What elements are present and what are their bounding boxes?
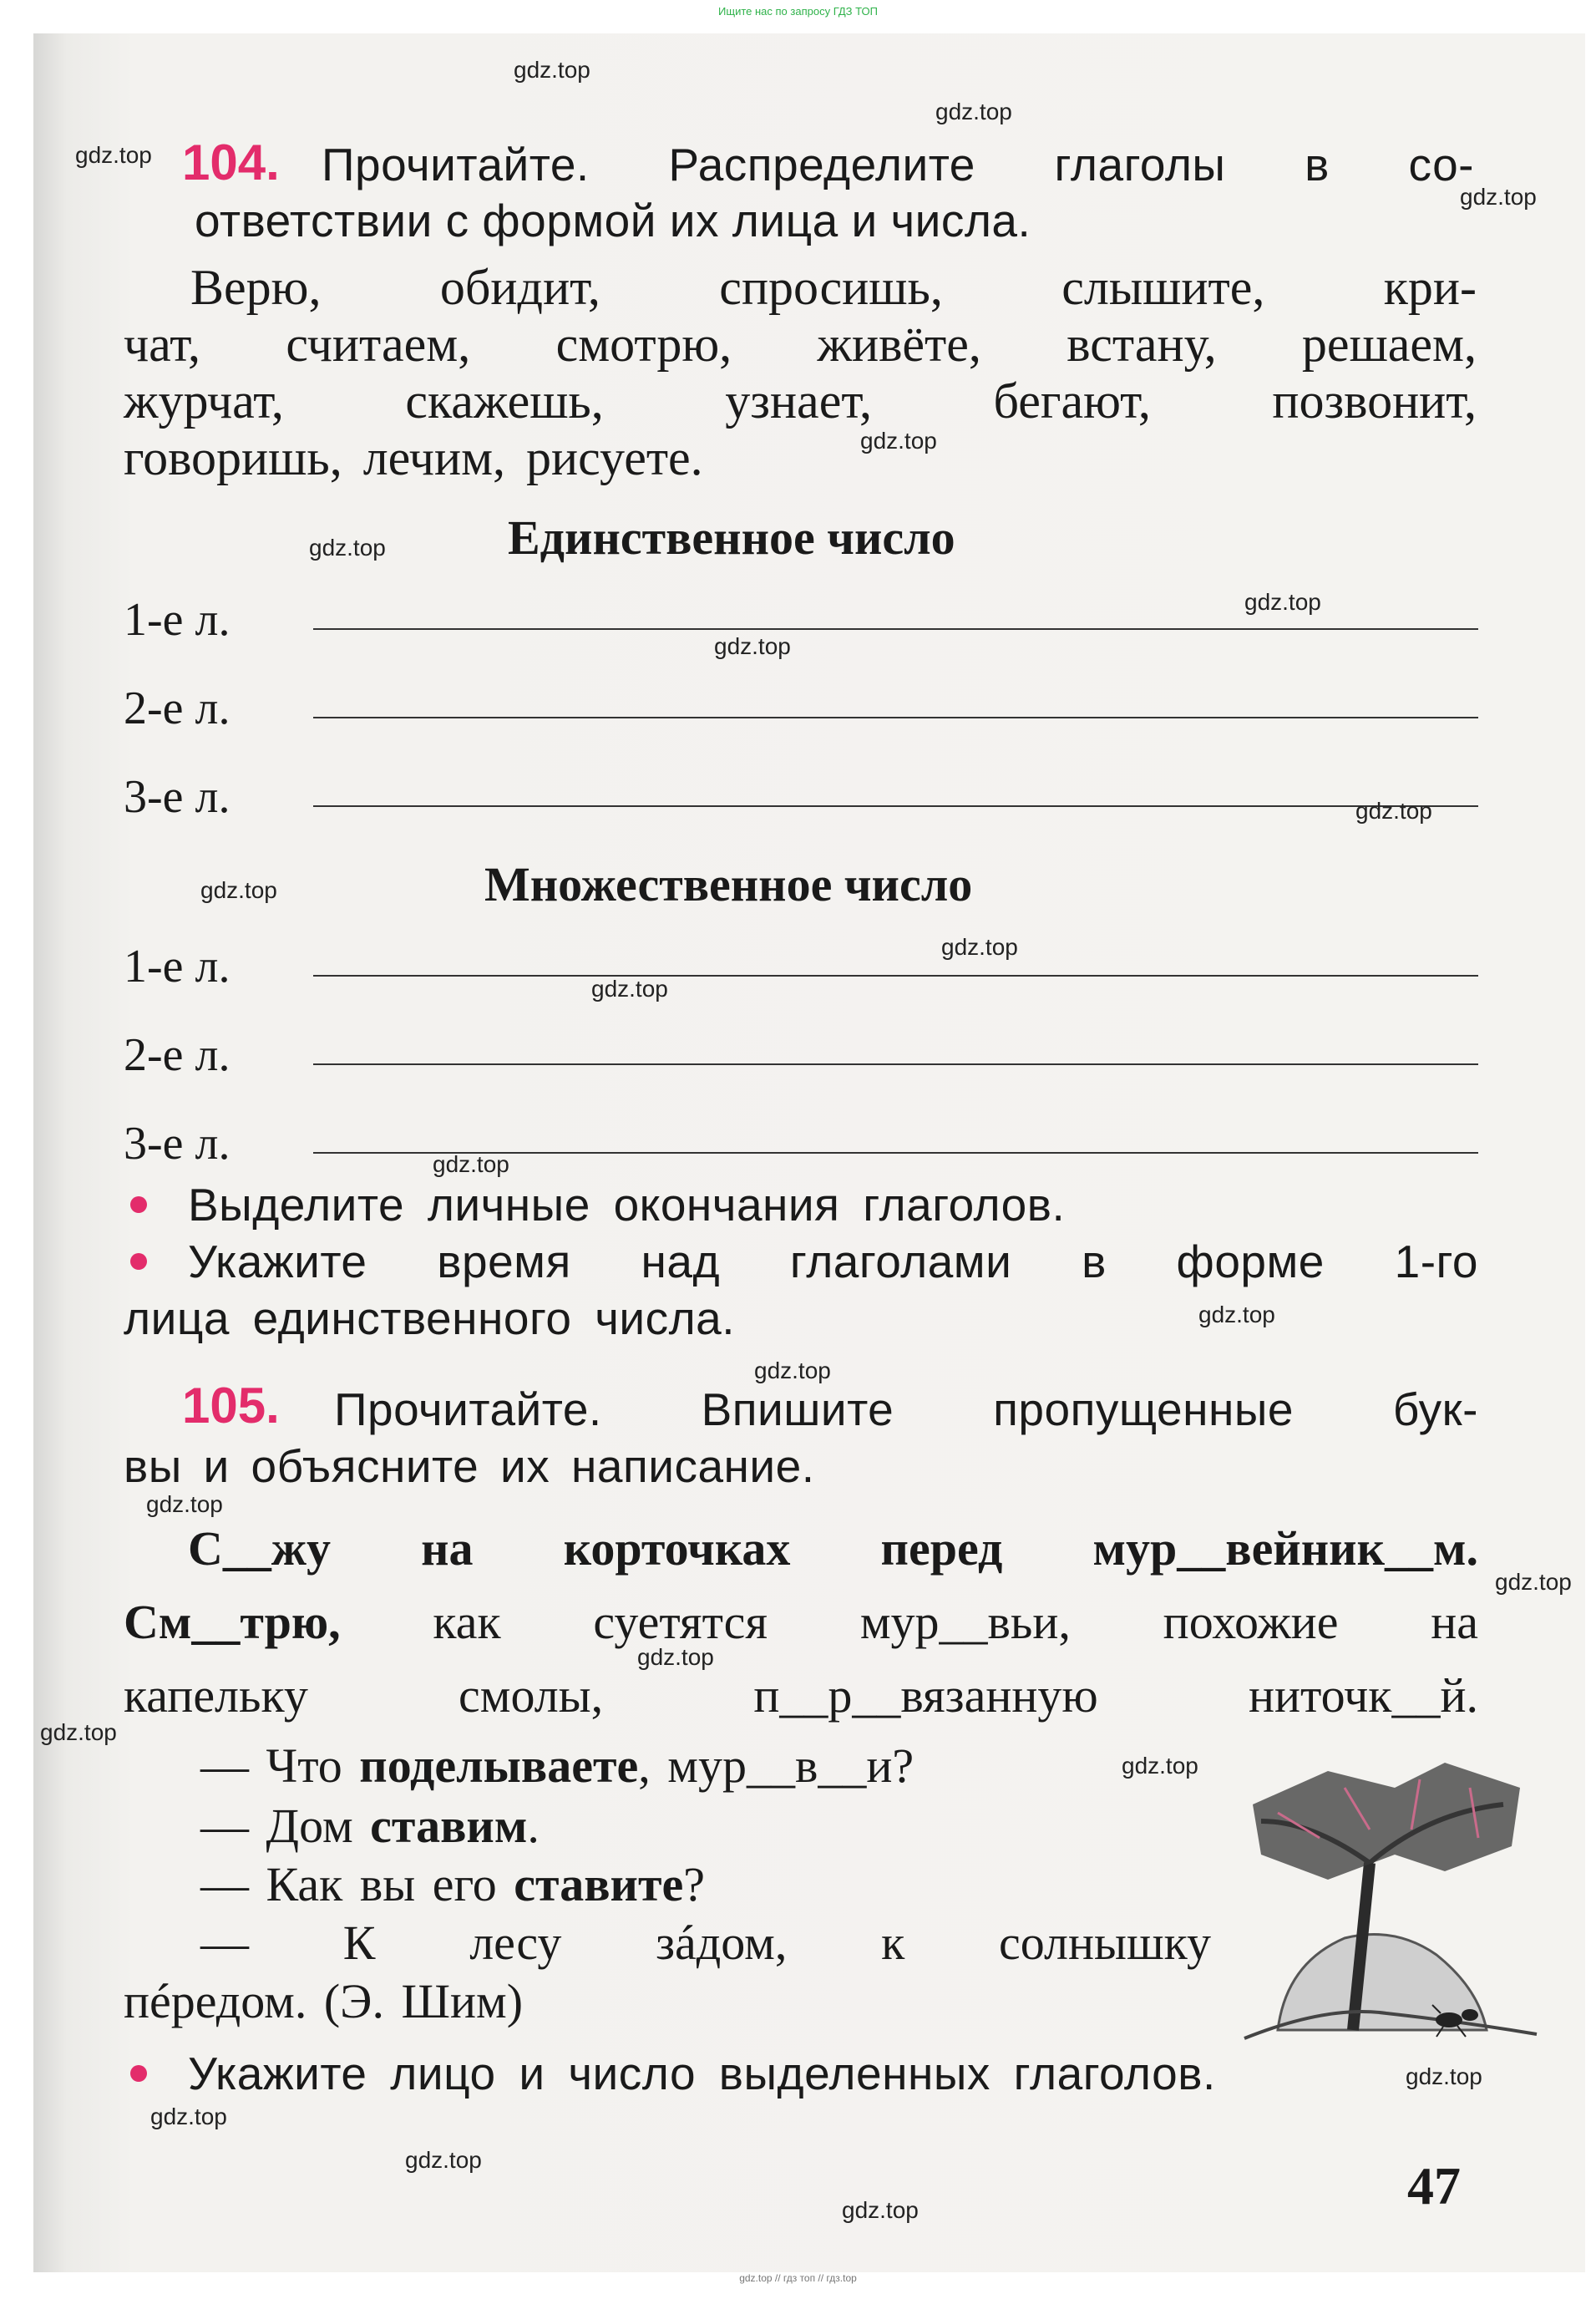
plural-heading: Множественное число [484, 857, 973, 911]
ex105-text-line-1: С__жу на корточках перед мур__вейник__м. [188, 1521, 1478, 1576]
watermark: gdz.top [1244, 589, 1321, 615]
ex104-verbs-line-2: чат, считаем, смотрю, живёте, встану, решаем, [124, 317, 1477, 372]
exercise-105-number: 105. [182, 1378, 280, 1434]
bottom-banner: gdz.top // гдз топ // гдз.top [739, 2272, 857, 2284]
ex105-bold-verb-stavite: ставите [514, 1857, 684, 1911]
dialogue-text: Что [249, 1738, 360, 1793]
ex105-instruction-line-1: Прочитайте. Впишите пропущенные бук- [334, 1383, 1478, 1435]
ex105-dialogue-line-3 [200, 1856, 705, 1912]
ex104-instruction-line-2: ответствии с формой их лица и числа. [195, 195, 1031, 246]
watermark: gdz.top [860, 428, 937, 454]
dialogue-text: , мур__в__и? [638, 1738, 915, 1793]
ex104-instruction-line-1: Прочитайте. Распределите глаголы в со- [322, 139, 1474, 190]
watermark: gdz.top [146, 1491, 223, 1517]
singular-2nd-person-answer-line[interactable] [313, 717, 1478, 718]
dialogue-text: Как вы его [249, 1857, 514, 1911]
watermark: gdz.top [1460, 184, 1537, 210]
watermark: gdz.top [1122, 1753, 1198, 1779]
singular-3rd-person-label: 3-е л. [124, 771, 231, 823]
dialogue-text: ? [683, 1857, 705, 1911]
textbook-page [33, 33, 1585, 2272]
ex104-task-1: Выделите личные окончания глаголов. [188, 1179, 1066, 1231]
ex105-text-line-2-rest: как суетятся мур__вьи, похожие на [340, 1595, 1478, 1649]
ex104-verbs-line-3: журчат, скажешь, узнает, бегают, позвонит, [124, 373, 1477, 429]
watermark: gdz.top [405, 2147, 482, 2173]
watermark: gdz.top [200, 877, 277, 903]
ex105-instruction-line-2: вы и объясните их написание. [124, 1440, 815, 1492]
ex104-task-3: лица единственного числа. [124, 1292, 736, 1344]
top-banner: Ищите нас по запросу ГДЗ ТОП [718, 5, 878, 18]
ex105-bold-verb-smotryu: См__трю, [124, 1595, 341, 1649]
ex105-bold-verb-podelyvaete: поделываете [359, 1738, 639, 1793]
dialogue-dash: — [200, 1857, 249, 1911]
plural-1st-person-answer-line[interactable] [313, 975, 1478, 977]
ex104-verbs-line-1: Верю, обидит, спросишь, слышите, кри- [190, 260, 1477, 315]
watermark: gdz.top [514, 57, 590, 83]
ex105-text-line-2 [124, 1594, 1478, 1650]
ex105-dialogue-line-4: — К лесу зáдом, к солнышку [200, 1916, 1211, 1970]
watermark: gdz.top [75, 142, 152, 168]
ex105-task: Укажите лицо и число выделенных глаголов. [188, 2048, 1216, 2099]
watermark: gdz.top [1198, 1302, 1275, 1327]
ex105-text-line-3: капельку смолы, п__р__вязанную ниточк__й. [124, 1668, 1478, 1723]
plural-2nd-person-label: 2-е л. [124, 1029, 231, 1081]
watermark: gdz.top [1406, 2063, 1482, 2089]
ex105-dialogue-line-5: пéредом. (Э. Шим) [124, 1974, 524, 2028]
watermark: gdz.top [150, 2104, 227, 2129]
watermark: gdz.top [941, 934, 1018, 960]
task-bullet [130, 1196, 147, 1213]
plural-3rd-person-label: 3-е л. [124, 1118, 231, 1170]
singular-1st-person-answer-line[interactable] [313, 628, 1478, 630]
watermark: gdz.top [714, 633, 791, 659]
watermark: gdz.top [591, 976, 668, 1002]
task-bullet [130, 1253, 147, 1270]
ex105-dialogue-line-1 [200, 1738, 914, 1794]
watermark: gdz.top [433, 1151, 509, 1177]
plural-1st-person-label: 1-е л. [124, 941, 231, 992]
dialogue-dash: — [200, 1799, 249, 1853]
dialogue-dash: — [200, 1738, 249, 1793]
watermark: gdz.top [40, 1719, 117, 1745]
watermark: gdz.top [1495, 1569, 1572, 1595]
singular-1st-person-label: 1-е л. [124, 594, 231, 646]
ex104-verbs-line-4: говоришь, лечим, рисуете. [124, 430, 703, 485]
task-bullet [130, 2065, 147, 2082]
ex105-bold-verb-stavim: ставим [370, 1799, 528, 1853]
watermark: gdz.top [754, 1358, 831, 1383]
singular-3rd-person-answer-line[interactable] [313, 805, 1478, 807]
dialogue-text: . [527, 1799, 540, 1853]
watermark: gdz.top [935, 99, 1012, 124]
exercise-104-number: 104. [182, 134, 280, 190]
page-number: 47 [1407, 2156, 1461, 2215]
singular-2nd-person-label: 2-е л. [124, 683, 231, 734]
watermark: gdz.top [1355, 798, 1432, 824]
ex104-task-2: Укажите время над глаголами в форме 1-го [188, 1236, 1478, 1287]
plural-2nd-person-answer-line[interactable] [313, 1063, 1478, 1065]
dialogue-text: Дом [249, 1799, 371, 1853]
anthill-illustration [1228, 1754, 1545, 2055]
singular-heading: Единственное число [508, 510, 955, 565]
watermark: gdz.top [842, 2197, 919, 2223]
ex105-dialogue-line-2 [200, 1798, 540, 1854]
watermark: gdz.top [309, 535, 386, 561]
watermark: gdz.top [637, 1644, 714, 1670]
